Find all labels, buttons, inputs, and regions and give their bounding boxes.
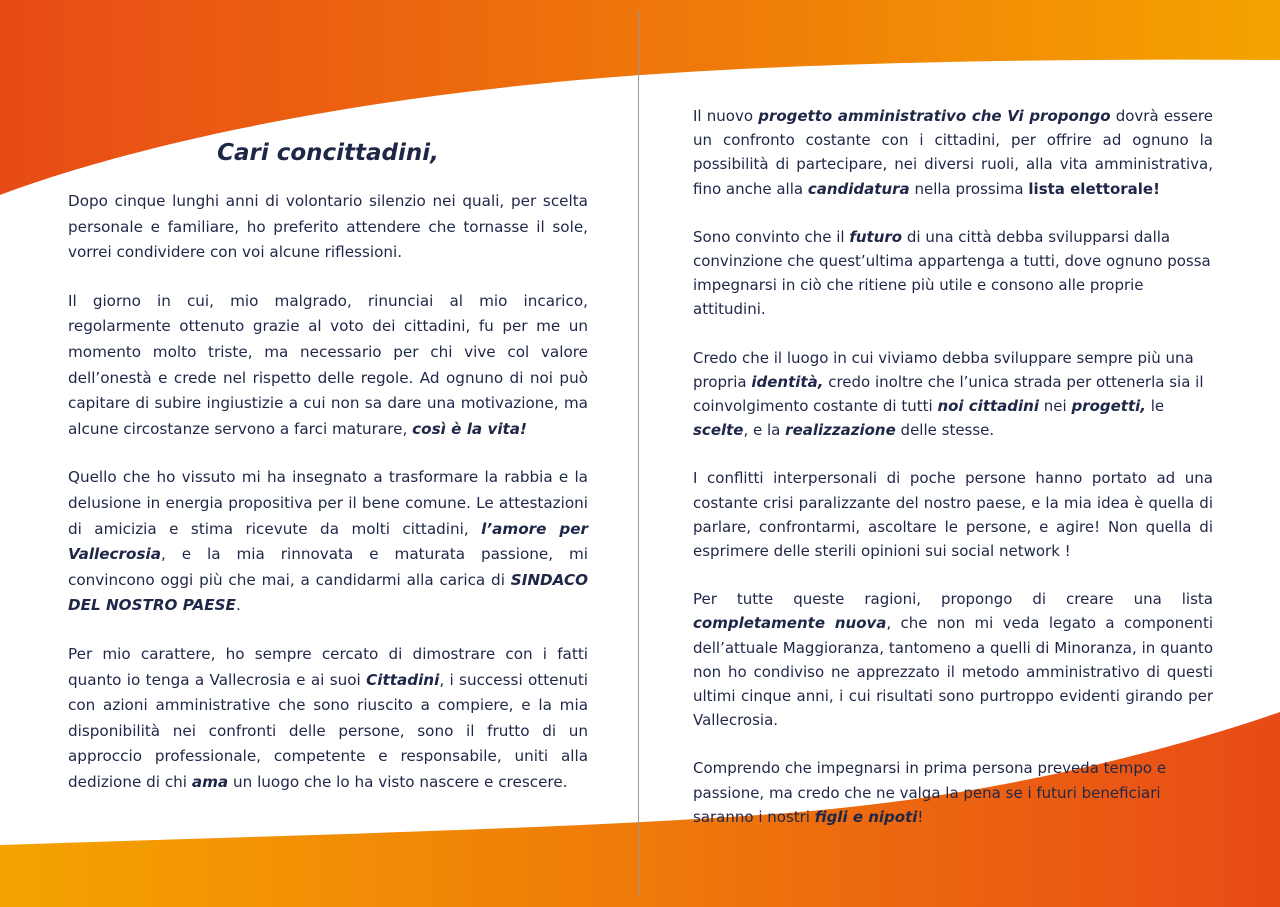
paragraph: I conflitti interpersonali di poche persone hanno portato ad una costante crisi paralizzante del nostro paese, e la mia idea è quella di parlare, confrontarmi, ascoltare le persone, e agire! Non quella di esprimere delle sterili opinioni sui social network ! xyxy=(693,469,1213,561)
greeting-title: Cari concittadini, xyxy=(217,140,439,166)
paragraph: Per mio carattere, ho sempre cercato di dimostrare con i fatti quanto io tenga a Vallecrosia e ai suoi Cittadini, i successi ottenuti con azioni amministrative che sono riuscito a compiere, e la mia disponibilità nei confronti delle persone, sono il frutto di un approccio professionale, competente e responsabile, uniti alla dedizione di chi ama un luogo che lo ha visto nascere e crescere. xyxy=(68,644,588,791)
right-column xyxy=(693,104,1213,853)
paragraph: Credo che il luogo in cui viviamo debba sviluppare sempre più una propria identità, credo inoltre che l’unica strada per ottenerla sia il coinvolgimento costante di tutti noi cittadini nei progetti, le scelte, e la realizzazione delle stesse. xyxy=(693,348,1204,440)
paragraph: Sono convinto che il futuro di una città debba svilupparsi dalla convinzione che quest’ultima appartenga a tutti, dove ognuno possa impegnarsi in ciò che ritiene più utile e consono alle proprie attitudini. xyxy=(693,227,1211,319)
paragraph: Comprendo che impegnarsi in prima persona preveda tempo e passione, ma credo che ne valga la pena se i futuri beneficiari saranno i nostri figli e nipoti! xyxy=(693,759,1167,826)
paragraph: Il giorno in cui, mio malgrado, rinunciai al mio incarico, regolarmente ottenuto grazie al voto dei cittadini, fu per me un momento molto triste, ma necessario per chi vive col valore dell’onestà e crede nel rispetto delle regole. Ad ognuno di noi può capitare di subire ingiustizie a cui non sa dare una motivazione, ma alcune circostanze servono a farci maturare, così è la vita! xyxy=(68,291,588,438)
left-column xyxy=(68,189,588,818)
paragraph: Il nuovo progetto amministrativo che Vi propongo dovrà essere un confronto costante con i cittadini, per offrire ad ognuno la possibilità di partecipare, nei diversi ruoli, alla vita amministrativa, fino anche alla candidatura nella prossima lista elettorale! xyxy=(693,107,1213,198)
paragraph: Per tutte queste ragioni, propongo di creare una lista completamente nuova, che non mi veda legato a componenti dell’attuale Maggioranza, tantomeno a quelli di Minoranza, in quanto non ho condiviso ne apprezzato il metodo amministrativo di questi ultimi cinque anni, i cui risultati sono purtroppo evidenti girando per Vallecrosia. xyxy=(693,590,1213,730)
paragraph: Quello che ho vissuto mi ha insegnato a trasformare la rabbia e la delusione in energia propositiva per il bene comune. Le attestazioni di amicizia e stima ricevute da molti cittadini, l’amore per Vallecrosia, e la mia rinnovata e maturata passione, mi convincono oggi più che mai, a candidarmi alla carica di SINDACO DEL NOSTRO PAESE. xyxy=(68,468,588,615)
page-fold-line xyxy=(638,10,639,896)
paragraph: Dopo cinque lunghi anni di volontario silenzio nei quali, per scelta personale e familiare, ho preferito attendere che tornasse il sole, vorrei condividere con voi alcune riflessioni. xyxy=(68,192,588,262)
